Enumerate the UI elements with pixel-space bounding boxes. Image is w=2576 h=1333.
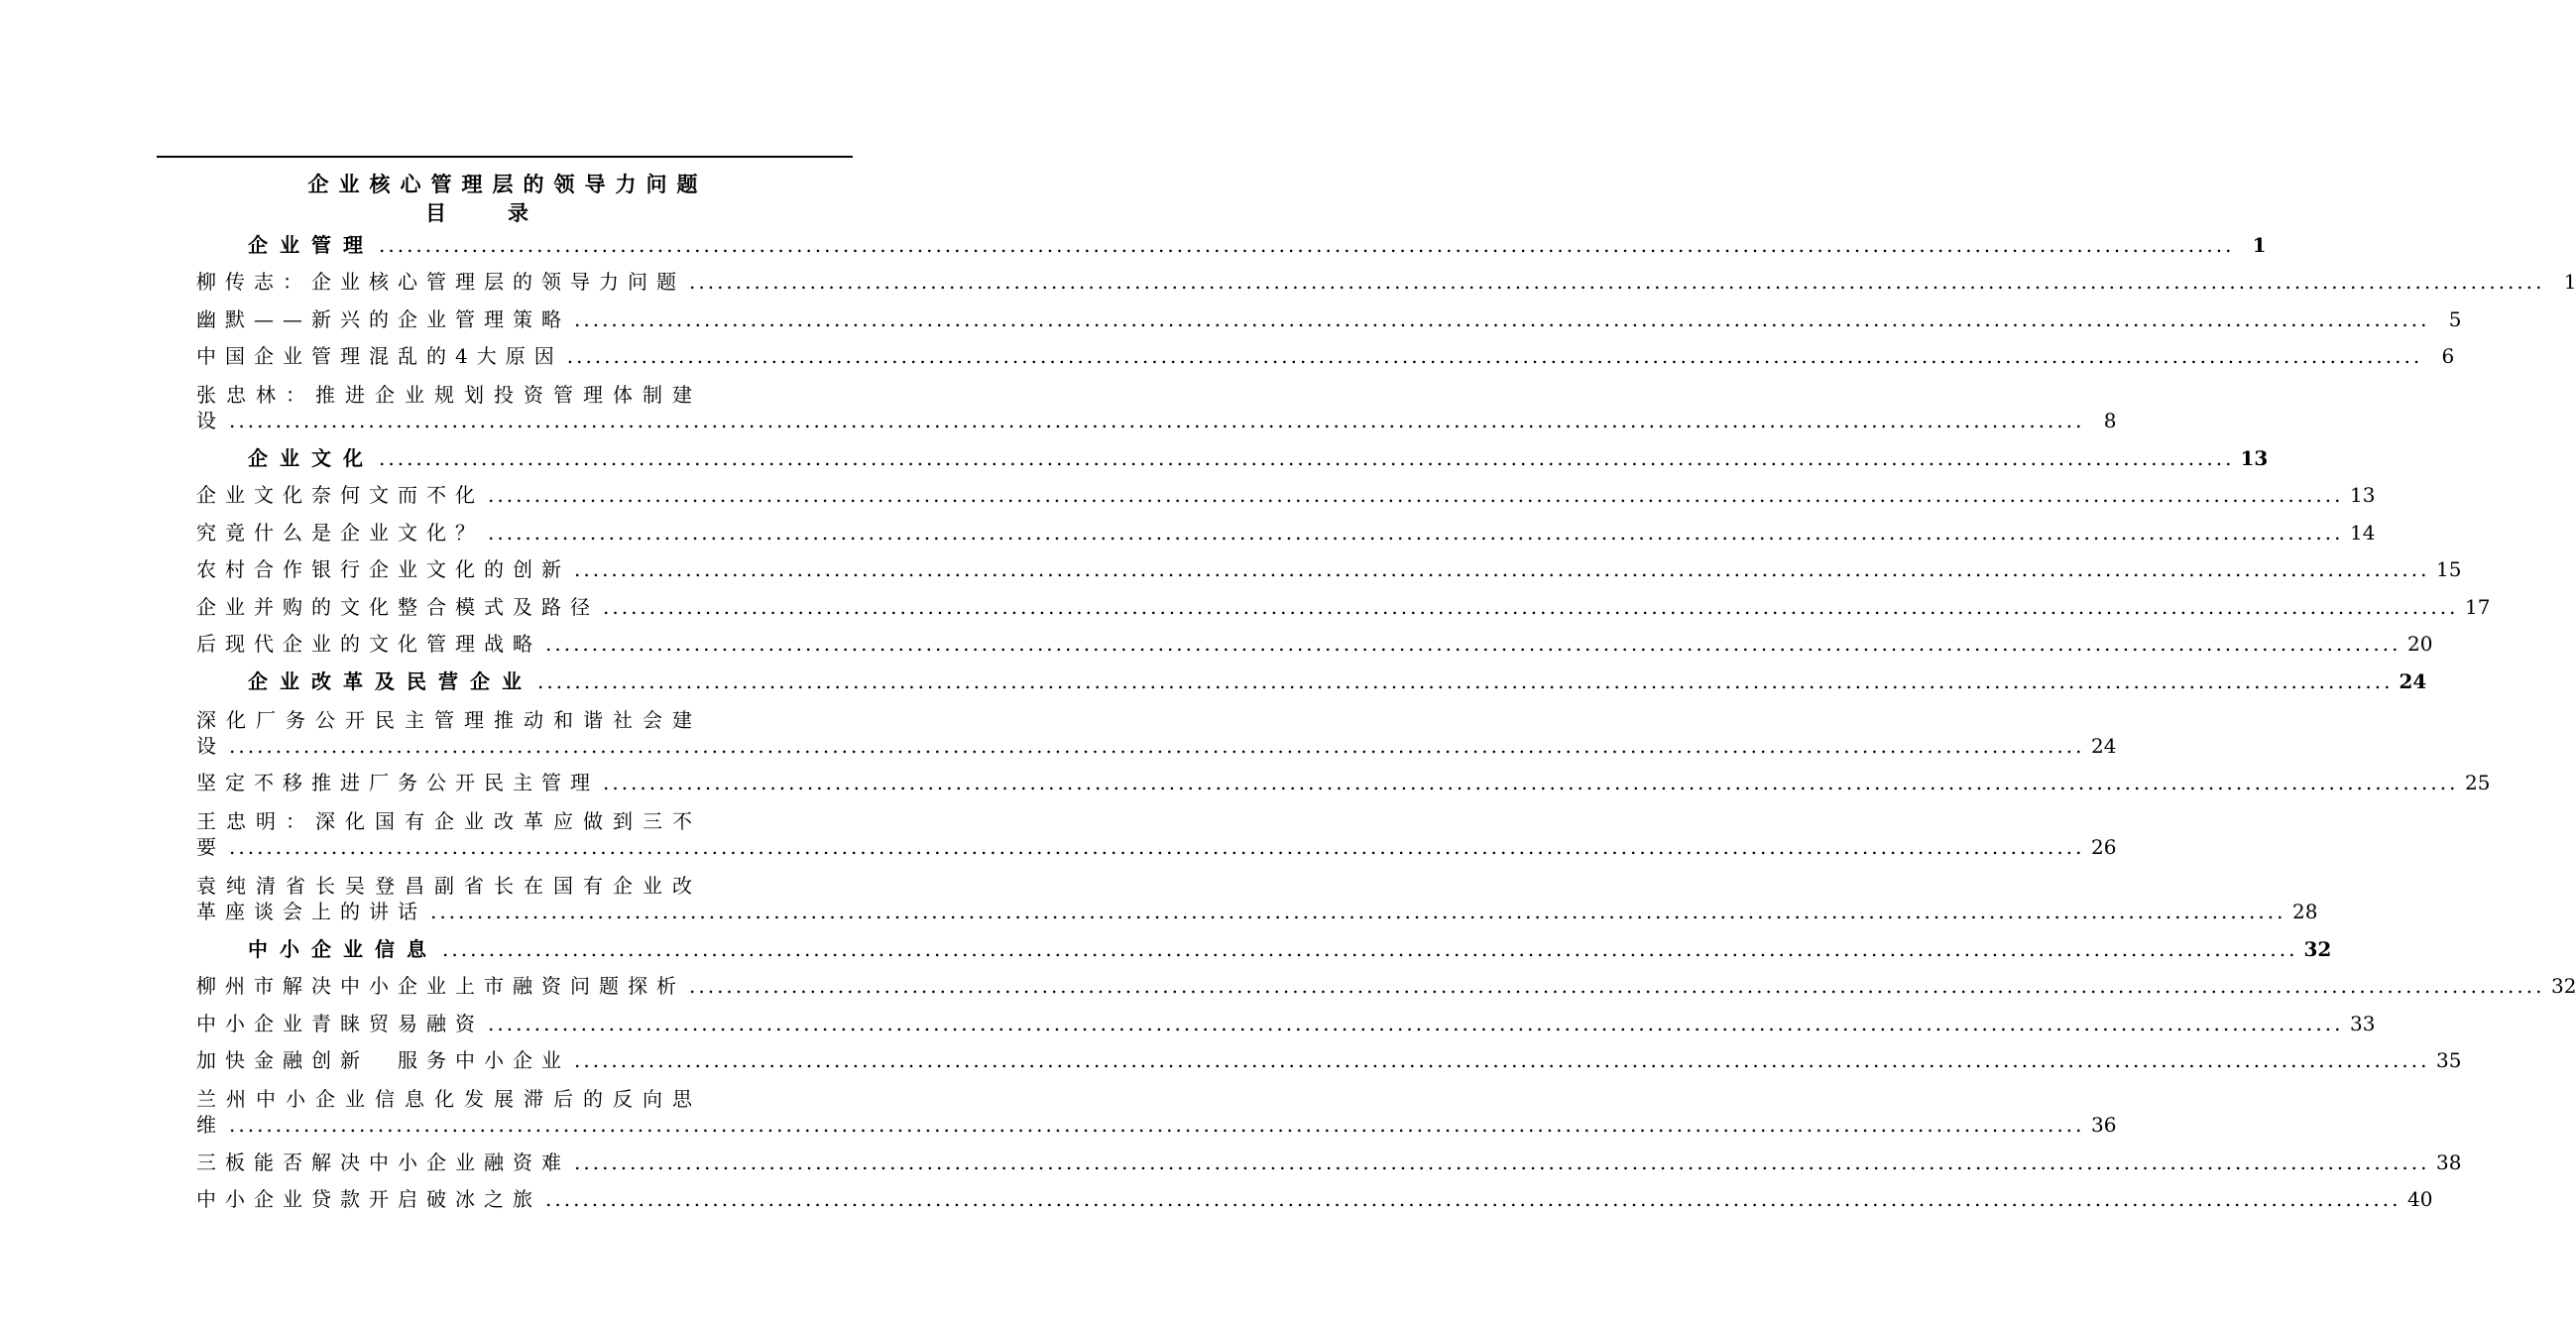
toc-leader-dots: ........................................................................................................................................................................................................ (545, 632, 2401, 656)
toc-leader-dots: ........................................................................................................................................................................................................ (488, 1011, 2344, 1035)
toc-page-number: 15 (2436, 557, 2462, 581)
toc-leader-dots: ........................................................................................................................................................................................................ (537, 668, 2394, 693)
toc-leader-dots: ........................................................................................................................................................................................................ (229, 1113, 2085, 1137)
toc-entry[interactable] (196, 694, 2117, 759)
toc-entry-line2 (196, 408, 2117, 433)
toc-leader-dots: ........................................................................................................................................................................................................ (689, 974, 2545, 998)
toc-entry-line2 (196, 1112, 2117, 1138)
toc-entry[interactable] (196, 795, 2117, 860)
toc-page-number: 26 (2091, 835, 2117, 859)
toc-page-number: 13 (2240, 445, 2269, 470)
toc-leader-dots: ........................................................................................................................................................................................................ (379, 232, 2235, 257)
toc-leader-dots: ........................................................................................................................................................................................................ (574, 557, 2430, 581)
toc-entry-title: 中国企业管理混乱的4大原因 (196, 344, 563, 368)
toc-entry-title: 后现代企业的文化管理战略 (196, 632, 541, 656)
toc-leader-dots: ........................................................................................................................................................................................................ (574, 306, 2430, 331)
toc-entry[interactable] (196, 545, 2462, 583)
toc-section-title: 中小企业信息 (248, 936, 438, 961)
toc-page-number: 40 (2407, 1187, 2433, 1211)
toc-leader-dots: ........................................................................................................................................................................................................ (488, 483, 2344, 507)
toc-page-number: 36 (2091, 1113, 2117, 1137)
document-title: 企业核心管理层的领导力问题 (307, 172, 708, 196)
toc-page-number: 32 (2303, 936, 2332, 961)
top-rule (157, 156, 853, 158)
toc-leader-dots: ........................................................................................................................................................................................................ (689, 270, 2545, 294)
toc-leader-dots: ........................................................................................................................................................................................................ (379, 445, 2235, 470)
toc-entry-title: 幽默——新兴的企业管理策略 (196, 306, 570, 331)
toc-page-number: 32 (2551, 974, 2576, 998)
toc-page-number: 13 (2350, 483, 2376, 507)
toc-entry-title: 农村合作银行企业文化的创新 (196, 557, 570, 581)
toc-page-number: 35 (2436, 1048, 2462, 1072)
toc-entry[interactable] (196, 1175, 2433, 1213)
toc-entry-title: 三板能否解决中小企业融资难 (196, 1150, 570, 1174)
toc-section-title: 企业管理 (248, 232, 375, 257)
toc-section[interactable] (196, 220, 2267, 258)
toc-page-number: 8 (2103, 409, 2117, 432)
toc-entry[interactable] (196, 999, 2376, 1036)
toc-entry-title: 中小企业青睐贸易融资 (196, 1011, 484, 1035)
toc-leader-dots: ........................................................................................................................................................................................................ (229, 835, 2085, 859)
toc-leader-dots: ........................................................................................................................................................................................................ (488, 520, 2344, 545)
toc-section-title: 企业改革及民营企业 (248, 668, 533, 693)
toc-entry-title-line1: 张忠林：推进企业规划投资管理体制建 (196, 383, 702, 407)
toc-page-number: 20 (2407, 632, 2433, 656)
toc-page-number: 17 (2465, 594, 2491, 619)
toc-entry-title-line2: 设 (196, 409, 225, 432)
toc-entry-title: 究竟什么是企业文化？ (196, 520, 484, 545)
toc-entry[interactable] (196, 1138, 2462, 1175)
toc-leader-dots: ........................................................................................................................................................................................................ (574, 1150, 2430, 1174)
toc-entry[interactable] (196, 759, 2491, 796)
toc-page-number: 1 (2252, 232, 2267, 257)
toc-leader-dots: ........................................................................................................................................................................................................ (603, 771, 2459, 794)
toc-section[interactable] (196, 657, 2427, 694)
toc-page-number: 24 (2399, 668, 2427, 693)
toc-entry[interactable] (196, 1036, 2462, 1074)
toc-entry-title: 柳传志：企业核心管理层的领导力问题 (196, 270, 685, 294)
toc-leader-dots: ........................................................................................................................................................................................................ (566, 344, 2423, 368)
toc-entry-title: 企业并购的文化整合模式及路径 (196, 594, 599, 619)
toc-entry[interactable] (196, 471, 2376, 509)
toc-entry-title-line2: 要 (196, 835, 225, 859)
toc-entry[interactable] (196, 620, 2433, 658)
toc-page-number: 6 (2441, 344, 2455, 368)
toc-page-number: 14 (2350, 520, 2376, 545)
toc-entry[interactable] (196, 508, 2376, 545)
toc-entry-title: 坚定不移推进厂务公开民主管理 (196, 771, 599, 794)
toc-page-number: 28 (2292, 900, 2318, 923)
toc-entry-line2 (196, 733, 2117, 759)
toc-page-number: 24 (2091, 733, 2117, 758)
toc-entry-title: 中小企业贷款开启破冰之旅 (196, 1187, 541, 1211)
toc-heading: 目录 (425, 200, 590, 225)
toc-section-title: 企业文化 (248, 445, 375, 470)
toc-leader-dots: ........................................................................................................................................................................................................ (442, 936, 2298, 961)
toc-page-number: 33 (2350, 1011, 2376, 1035)
toc-entry-line2 (196, 899, 2318, 924)
toc-entry[interactable] (196, 369, 2117, 433)
toc-entry[interactable] (196, 582, 2491, 620)
toc-entry-title: 企业文化奈何文而不化 (196, 483, 484, 507)
toc-entry-title-line2: 维 (196, 1113, 225, 1137)
toc-entry[interactable] (196, 1073, 2117, 1138)
toc-entry-title: 加快金融创新 服务中小企业 (196, 1048, 570, 1072)
toc-entry-title-line1: 兰州中小企业信息化发展滞后的反向思 (196, 1087, 702, 1111)
toc-section[interactable] (196, 433, 2269, 471)
toc-entry[interactable] (196, 295, 2462, 332)
toc-leader-dots: ........................................................................................................................................................................................................ (545, 1187, 2401, 1211)
table-of-contents (196, 220, 2576, 1212)
toc-page-number: 25 (2465, 771, 2491, 794)
toc-entry-title-line1: 袁纯清省长吴登昌副省长在国有企业改 (196, 874, 702, 898)
toc-entry-title-line2: 设 (196, 733, 225, 758)
toc-entry-line2 (196, 834, 2117, 860)
toc-entry-title-line1: 王忠明：深化国有企业改革应做到三不 (196, 809, 702, 833)
toc-entry[interactable] (196, 860, 2318, 924)
toc-section[interactable] (196, 924, 2332, 962)
toc-entry-title: 柳州市解决中小企业上市融资问题探析 (196, 974, 685, 998)
toc-leader-dots: ........................................................................................................................................................................................................ (229, 409, 2085, 432)
toc-leader-dots: ........................................................................................................................................................................................................ (574, 1048, 2430, 1072)
toc-leader-dots: ........................................................................................................................................................................................................ (603, 594, 2459, 619)
toc-leader-dots: ........................................................................................................................................................................................................ (430, 900, 2286, 923)
toc-entry[interactable] (196, 962, 2576, 1000)
toc-page-number: 38 (2436, 1150, 2462, 1174)
toc-leader-dots: ........................................................................................................................................................................................................ (229, 733, 2085, 758)
toc-entry-title-line1: 深化厂务公开民主管理推动和谐社会建 (196, 707, 702, 732)
toc-entry[interactable] (196, 258, 2576, 296)
toc-entry[interactable] (196, 332, 2455, 370)
toc-page-number: 1 (2563, 270, 2576, 294)
toc-page-number: 5 (2448, 306, 2462, 331)
toc-entry-title-line2: 革座谈会上的讲话 (196, 900, 426, 923)
